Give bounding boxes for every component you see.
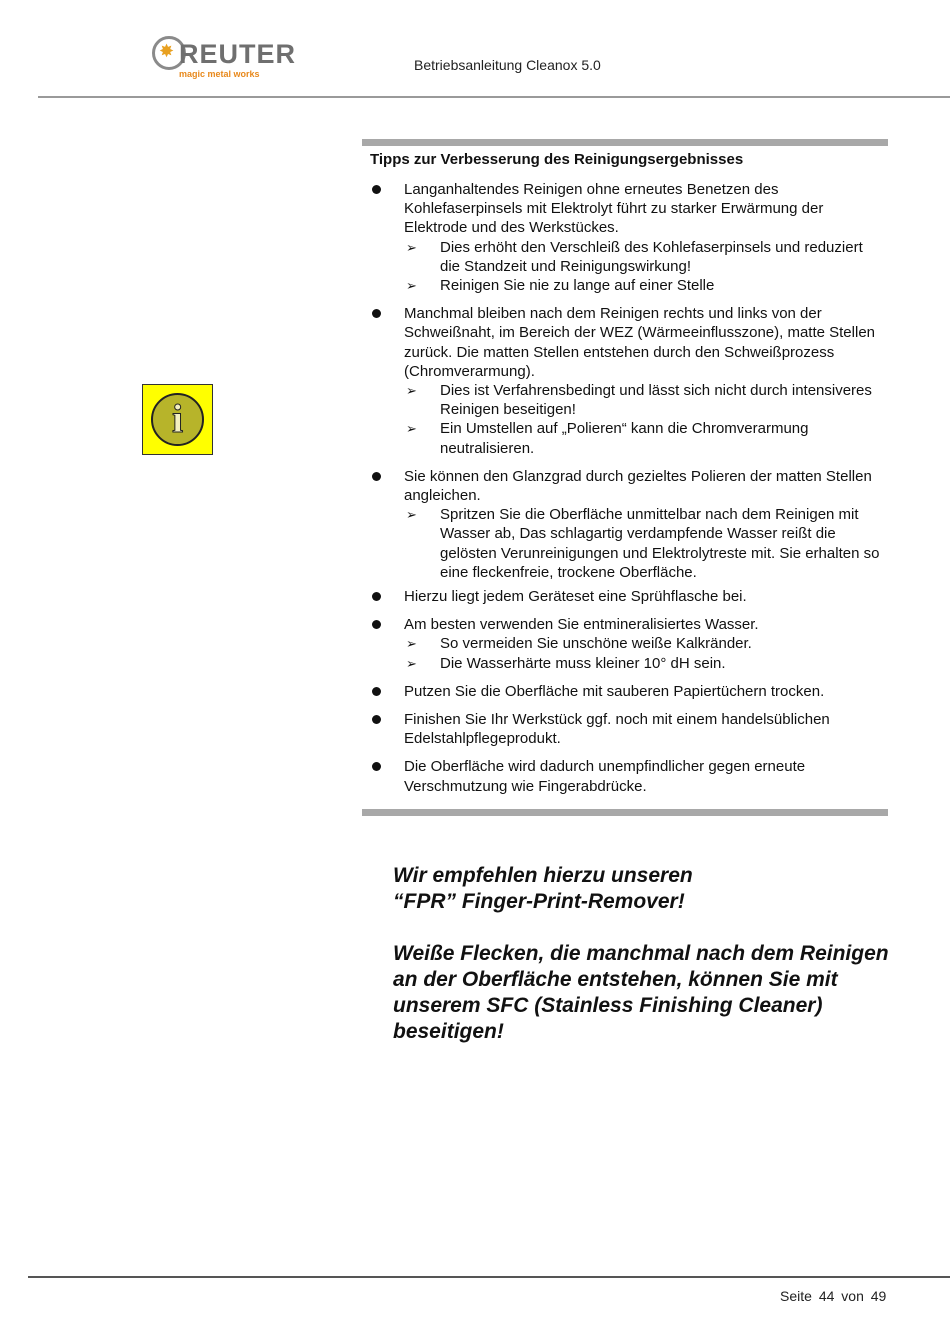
logo-tagline: magic metal works: [179, 69, 260, 79]
recommendation-line: Wir empfehlen hierzu unseren: [393, 864, 693, 887]
tips-list: [370, 180, 880, 805]
tip-text: Finishen Sie Ihr Werkstück ggf. noch mit einem handelsüblichen Edelstahlpflegeprodukt.: [404, 711, 830, 748]
tip-sub-list: [404, 381, 880, 458]
star-icon: ✸: [159, 41, 175, 61]
tip-item: [370, 682, 880, 701]
page-label: Seite: [780, 1288, 812, 1304]
info-icon-circle: [151, 393, 204, 446]
tip-sub-text: Ein Umstellen auf „Polieren“ kann die Chromverarmung neutralisieren.: [440, 420, 809, 457]
tip-sub-item: [404, 419, 880, 457]
tip-sub-text: Spritzen Sie die Oberfläche unmittelbar nach dem Reinigen mit Wasser ab, Das schlagartig verdampfende Wasser reißt die gelösten Verunreinigungen und Elektrolytreste mit. Sie erhalten so eine fleckenfreie, trockene Oberfläche.: [440, 506, 880, 581]
tip-sub-item: [404, 238, 880, 276]
bullet-dot-icon: [372, 185, 381, 194]
bullet-dot-icon: [372, 472, 381, 481]
tip-sub-text: So vermeiden Sie unschöne weiße Kalkränder.: [440, 635, 752, 653]
page-number: [780, 1288, 886, 1304]
tip-text: Am besten verwenden Sie entmineralisiertes Wasser.: [404, 616, 759, 634]
logo-wordmark: REUTER: [179, 39, 297, 69]
company-logo: [152, 36, 297, 82]
tip-sub-item: [404, 276, 880, 295]
tip-sub-text: Die Wasserhärte muss kleiner 10° dH sein.: [440, 654, 726, 672]
page-total: 49: [870, 1288, 887, 1304]
arrow-bullet-icon: ➢: [406, 655, 417, 671]
recommendation-paragraph: [393, 863, 893, 915]
arrow-bullet-icon: ➢: [406, 239, 417, 255]
tips-top-bar: [362, 139, 888, 146]
tip-sub-item: [404, 654, 880, 673]
bullet-dot-icon: [372, 592, 381, 601]
document-title: Betriebsanleitung Cleanox 5.0: [414, 57, 601, 73]
tip-sub-item: [404, 634, 880, 653]
tip-sub-item: [404, 505, 880, 582]
tip-item: [370, 304, 880, 458]
tips-bottom-bar: [362, 809, 888, 816]
tip-item: [370, 467, 880, 582]
recommendation-paragraph: Weiße Flecken, die manchmal nach dem Reinigen an der Oberfläche entstehen, können Sie mit unserem SFC (Stainless Finishing Cleaner) beseitigen!: [393, 942, 889, 1043]
tip-item: [370, 615, 880, 673]
tip-text: Hierzu liegt jedem Geräteset eine Sprühflasche bei.: [404, 588, 747, 606]
product-recommendation: [393, 863, 893, 1045]
tip-item: [370, 710, 880, 748]
info-icon-letter: i: [171, 396, 184, 441]
arrow-bullet-icon: ➢: [406, 278, 417, 294]
tip-sub-text: Reinigen Sie nie zu lange auf einer Stelle: [440, 277, 715, 295]
page-current: 44: [818, 1288, 835, 1304]
tip-sub-list: [404, 505, 880, 582]
tip-text: Putzen Sie die Oberfläche mit sauberen Papiertüchern trocken.: [404, 682, 825, 700]
header-divider: [38, 96, 950, 98]
tip-item: [370, 757, 880, 795]
arrow-bullet-icon: ➢: [406, 383, 417, 399]
tips-heading: Tipps zur Verbesserung des Reinigungsergebnisses: [370, 151, 744, 168]
arrow-bullet-icon: ➢: [406, 636, 417, 652]
bullet-dot-icon: [372, 715, 381, 724]
tip-sub-text: Dies erhöht den Verschleiß des Kohlefaserpinsels und reduziert die Standzeit und Reinigungswirkung!: [440, 238, 863, 275]
tip-text: Manchmal bleiben nach dem Reinigen rechts und links von der Schweißnaht, im Bereich der WEZ (Wärmeeinflusszone), matte Stellen zurück. Die matten Stellen entstehen durch den Schweißprozess (Chromverarmung).: [404, 305, 875, 380]
tip-sub-text: Dies ist Verfahrensbedingt und lässt sich nicht durch intensiveres Reinigen beseitigen!: [440, 382, 872, 419]
bullet-dot-icon: [372, 687, 381, 696]
arrow-bullet-icon: ➢: [406, 421, 417, 437]
bullet-dot-icon: [372, 762, 381, 771]
tip-text: Sie können den Glanzgrad durch gezieltes Polieren der matten Stellen angleichen.: [404, 467, 872, 505]
bullet-dot-icon: [372, 620, 381, 629]
bullet-dot-icon: [372, 309, 381, 318]
tip-sub-list: [404, 238, 880, 296]
recommendation-line: “FPR” Finger-Print-Remover!: [393, 890, 685, 913]
tip-item: [370, 180, 880, 295]
arrow-bullet-icon: ➢: [406, 507, 417, 523]
tip-text: Langanhaltendes Reinigen ohne erneutes Benetzen des Kohlefaserpinsels mit Elektrolyt führt zu starker Erwärmung der Elektrode und des Werkstückes.: [404, 181, 824, 237]
tip-text: Die Oberfläche wird dadurch unempfindlicher gegen erneute Verschmutzung wie Fingerabdrücke.: [404, 758, 806, 795]
page-of-label: von: [841, 1288, 864, 1304]
tip-sub-item: [404, 381, 880, 419]
tip-item: [370, 587, 880, 606]
info-icon: [142, 384, 213, 455]
footer-divider: [28, 1276, 950, 1278]
tip-sub-list: [404, 634, 880, 672]
